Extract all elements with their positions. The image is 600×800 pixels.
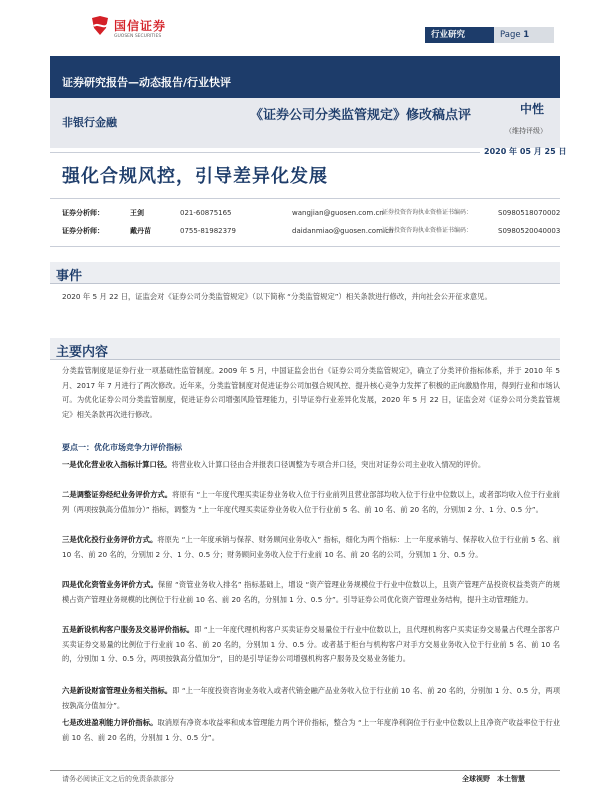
analyst-role: 证券分析师： [62,227,104,235]
logo-mark-icon [88,14,112,38]
section-header-bar [50,262,560,284]
item-lead: 三是优化投行业务评价方式。 [62,535,158,544]
rating-note: （维持评级） [505,127,547,135]
page-label: Page [500,30,521,40]
footer-divider [50,770,560,771]
page-number: 1 [523,30,530,40]
footer-disclaimer: 请务必阅读正文之后的免责条款部分 [62,775,174,783]
divider [50,152,480,153]
report-type: 证券研究报告—动态报告/行业快评 [62,76,232,89]
section-title-main: 主要内容 [56,345,109,360]
analyst-name: 王剑 [130,209,144,217]
footer-slogan: 全球视野 本土智慧 [462,775,525,783]
list-item [62,578,560,607]
analyst-cert-label: 证券投资咨询执业资格证书编码： [382,209,473,216]
company-logo [88,14,176,44]
headline: 强化合规风控，引导差异化发展 [62,166,328,187]
sector-label: 非银行金融 [62,116,117,129]
item-lead: 四是优化资管业务评价方式。 [62,580,158,589]
analyst-row [62,224,560,238]
item-text: 将营业收入计算口径由合并报表口径调整为专项合并口径，突出对证券公司主业收入情况的评价。 [171,460,486,469]
key-point-heading: 要点一：优化市场竞争力评价指标 [62,443,182,452]
item-text: 即 “上一年度投资咨询业务收入或者代销金融产品业务收入位于行业前 10 名、前 20 名的，分别加 1 分、0.5 分，两项按孰高分值加分”。 [62,686,560,710]
item-text: 将原先 “上一年度承销与保荐、财务顾问业务收入” 指标，细化为两个指标：上一年度承销与、保荐收入位于行业前 5 名、前 10 名、前 20 名的，分别加 2 分、1 分、0.5 分；财务顾问业务收入位于行业前 10 名、前 20 名的公司，分别加 1 分、0.5 分。 [62,535,560,559]
item-lead: 六是新设财富管理业务相关指标。 [62,686,173,695]
item-text: 保留 “资管业务收入排名” 指标基础上，增设 “资产管理业务规模位于行业中位数以上，且资产管理产品投资权益类资产的规模占资产管理业务规模的比例位于行业前 10 名、前 20 名的，分别加 1 分、0.5 分”。引导证券公司优化资产管理业务结构，提升主动管理能力。 [62,580,561,604]
analyst-cert-label: 证券投资咨询执业资格证书编码： [382,227,473,234]
item-lead: 七是改进盈利能力评价指标。 [62,718,158,727]
list-item [62,488,560,517]
list-item [62,458,560,473]
list-item [62,623,560,667]
logo-text-en: GUOSEN SECURITIES [114,34,162,39]
list-item [62,684,560,713]
item-text: 将原有 “上一年度代理买卖证券业务收入位于行业前列且营业部部均收入位于行业中位数以上，或者部均收入位于行业前列（两项按孰高分值加分）” 指标，调整为 “上一年度代理买卖证券业务收入位于行业前 5 名、前 10 名、前 20 名的，分别加 2 分、1 分、0.5 分”。 [62,490,560,514]
report-category: 行业研究 [425,27,507,43]
analyst-name: 戴丹苗 [130,227,151,235]
item-lead: 二是调整证券经纪业务评价方式。 [62,490,173,499]
analyst-role: 证券分析师： [62,209,104,217]
analyst-row [62,206,560,220]
item-text: 取消原有净资本收益率和成本管理能力两个评价指标，整合为 “上一年度净利润位于行业中位数以上且净资产收益率位于行业前 10 名、前 20 名的，分别加 1 分、0.5 分”。 [62,718,560,742]
logo-text: 国信证券 [114,19,167,33]
item-lead: 一是优化营业收入指标计算口径。 [62,460,172,469]
list-item [62,716,560,745]
analyst-phone: 0755-81982379 [180,227,236,235]
event-text: 2020 年 5 月 22 日，证监会对《证券公司分类监管规定》（以下简称 “分类监管规定”）相关条款进行修改，并向社会公开征求意见。 [62,292,492,301]
report-date: 2020 年 05 月 25 日 [484,147,567,156]
item-lead: 五是新设机构客户服务及交易评价指标。 [62,625,195,634]
divider [50,198,560,199]
intro-paragraph: 分类监管制度是证券行业一项基础性监管制度。2009 年 5 月，中国证监会出台《证券公司分类监管规定》，确立了分类评价指标体系，并于 2010 年 5 月、2017 年 7 月进行了两次修改。近年来，分类监管制度对促进证券公司加强合规风控、提升核心竞争力发挥了积极的正向激励作用，得到行业和市场认可。为优化证券公司分类监管制度，促进证券公司增强风险管理能力，引导证券行业差异化发展，2020 年 5 月 22 日，证监会对《证券公司分类监管规定》相关条款再次进行修改。 [62,366,560,420]
analyst-cert-number: S0980520040003 [498,227,561,235]
analyst-phone: 021-60875165 [180,209,232,217]
page-indicator [494,27,554,43]
analyst-email[interactable]: daidanmiao@guosen.com.cn [292,227,394,235]
item-text: 即 “上一年度代理机构客户买卖证券交易量位于行业中位数以上，且代理机构客户买卖证券交易量占代理全部客户买卖证券交易量的比例位于行业前 10 名、前 20 名的，分别加 1 分、0.5 分。或者基于柜台与机构客户对手方交易业务收入位于行业前 5 名、前 10 名的，分别加 1 分、0.5 分，两项按孰高分值加分”，目的是引导证券公司增强机构客户服务及交易业务能力。 [62,625,560,664]
list-item [62,533,560,562]
divider [50,246,560,247]
section-header-bar [50,338,560,360]
report-title: 《证券公司分类监管规定》修改稿点评 [250,108,472,123]
analyst-cert-number: S0980518070002 [498,209,561,217]
section-title-event: 事件 [56,269,83,284]
analyst-email[interactable]: wangjian@guosen.com.cn [292,209,384,217]
rating: 中性 [520,102,545,116]
